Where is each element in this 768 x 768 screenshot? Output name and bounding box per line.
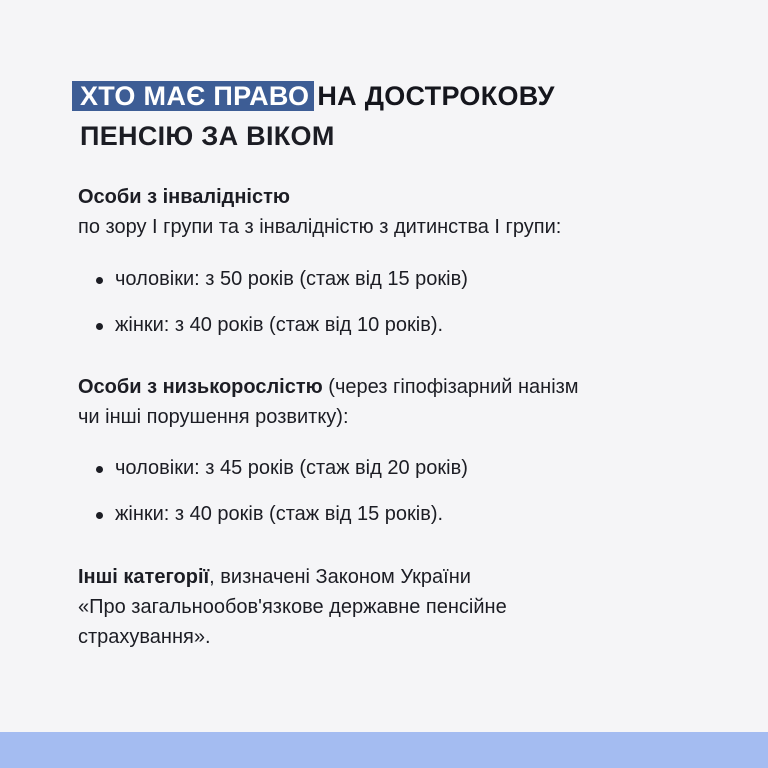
bottom-band xyxy=(0,732,768,768)
section-other-heading: Інші категорії xyxy=(78,566,210,588)
section-disability-heading: Особи з інвалідністю xyxy=(78,186,290,208)
section-other-text-line-3: страхування». xyxy=(78,626,211,648)
title-highlight: ХТО МАЄ ПРАВО xyxy=(72,81,314,111)
section-other xyxy=(78,562,718,652)
section-dwarfism-heading: Особи з низькорослістю xyxy=(78,376,323,398)
section-dwarfism-text-line-2: чи інші порушення розвитку): xyxy=(78,406,349,428)
section-dwarfism-list xyxy=(96,453,716,529)
section-disability xyxy=(78,182,718,242)
section-disability-list xyxy=(96,264,716,340)
section-disability-text: по зору І групи та з інвалідністю з дитинства І групи: xyxy=(78,216,562,238)
section-dwarfism xyxy=(78,372,718,432)
section-other-text-line-1: , визначені Законом України xyxy=(209,566,471,588)
title-rest: НА ДОСТРОКОВУ xyxy=(317,81,555,111)
list-item: чоловіки: з 45 років (стаж від 20 років) xyxy=(96,453,716,483)
page-title xyxy=(72,76,712,156)
title-line-2: ПЕНСІЮ ЗА ВІКОМ xyxy=(80,121,335,151)
list-item: чоловіки: з 50 років (стаж від 15 років) xyxy=(96,264,716,294)
list-item: жінки: з 40 років (стаж від 15 років). xyxy=(96,499,716,529)
section-dwarfism-text-line-1: (через гіпофізарний нанізм xyxy=(322,376,579,398)
list-item: жінки: з 40 років (стаж від 10 років). xyxy=(96,310,716,340)
section-other-text-line-2: «Про загальнообов'язкове державне пенсійне xyxy=(78,596,507,618)
